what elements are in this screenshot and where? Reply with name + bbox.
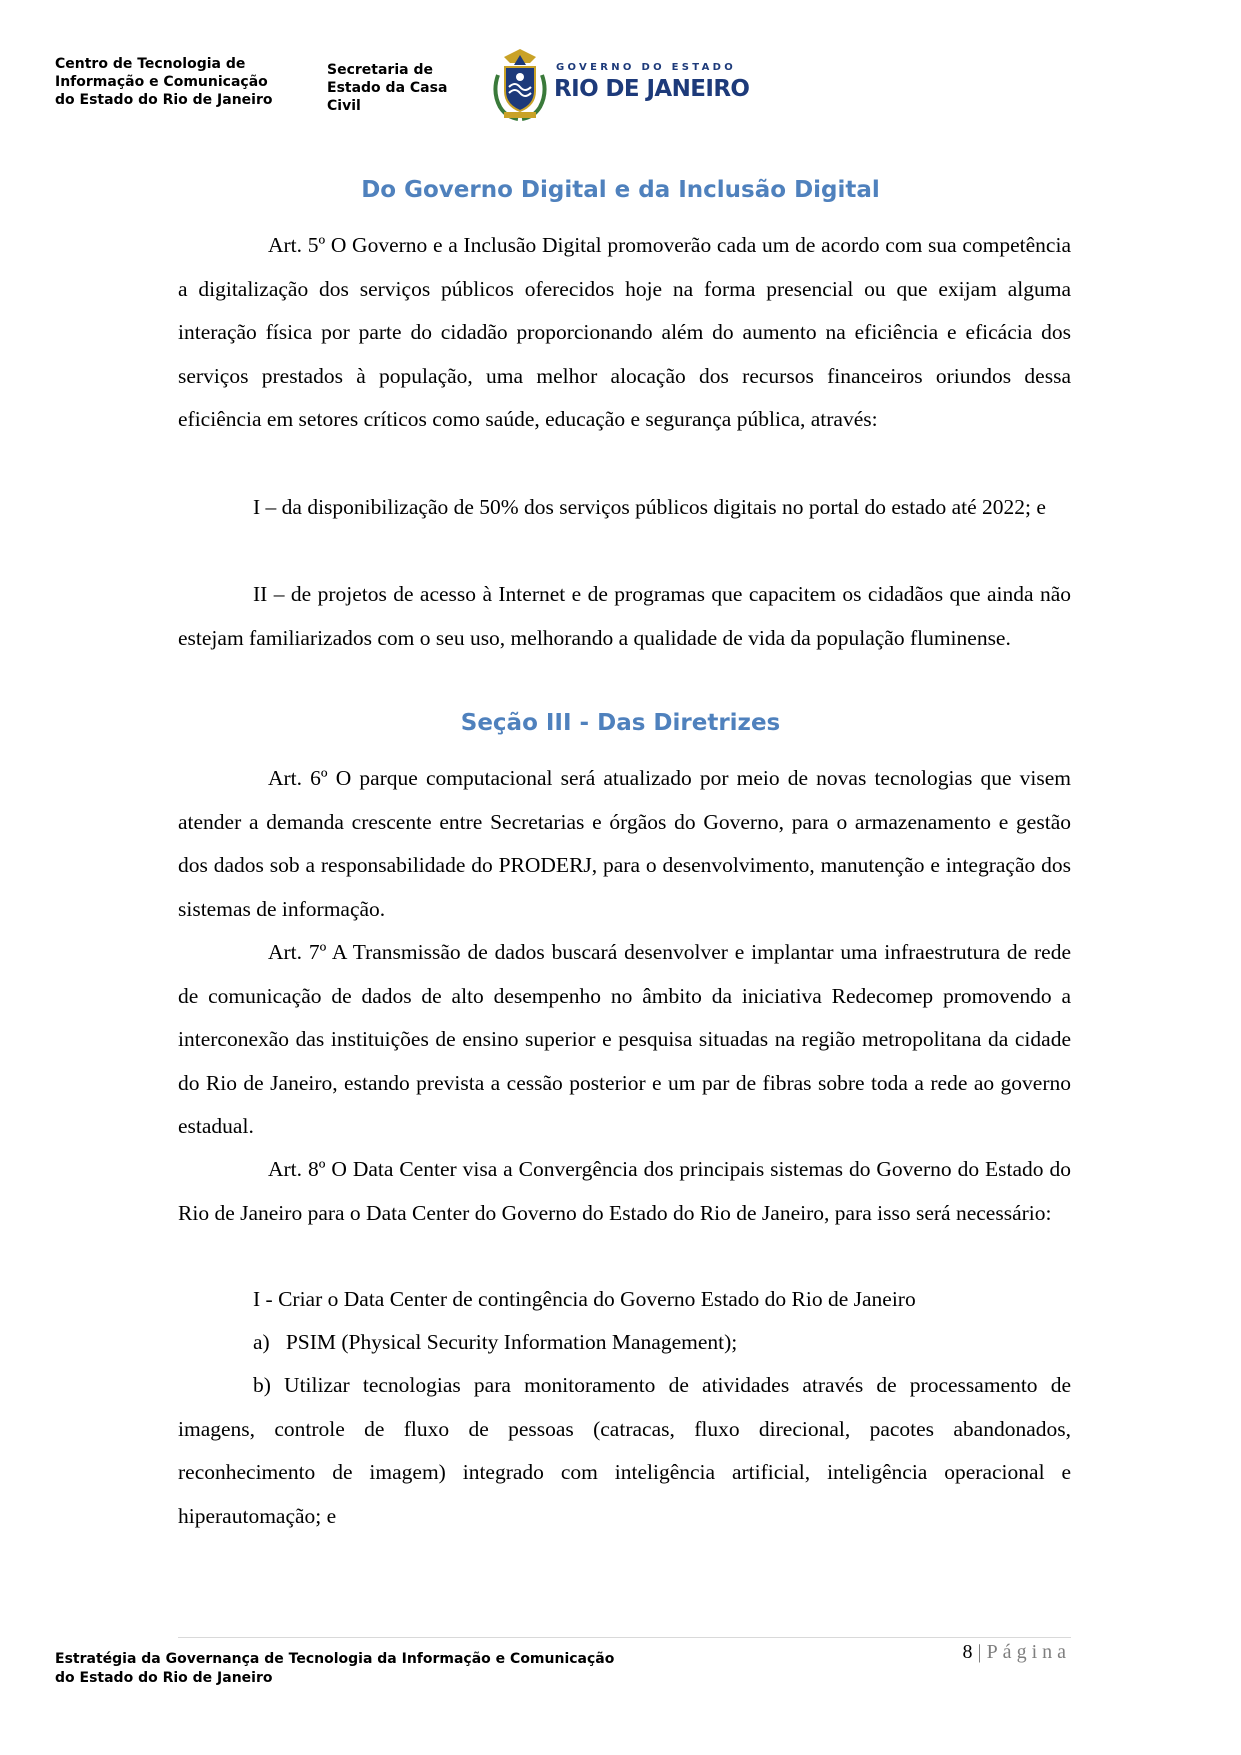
coat-of-arms-icon [490,47,550,122]
article-8-item-b: b) Utilizar tecnologias para monitoramento de atividades através de processamento de imagens, controle de fluxo de pessoas (catracas, fluxo direcional, pacotes abandonados, reconhecimento de imagem) integrado com inteligência artificial, inteligência operacional e hiperautomação; e [178,1373,1071,1528]
article-6: Art. 6º O parque computacional será atualizado por meio de novas tecnologias que visem atender a demanda crescente entre Secretarias e órgãos do Governo, para o armazenamento e gestão dos dados sob a responsabilidade do PRODERJ, para o desenvolvimento, manutenção e integração dos sistemas de informação. [178,766,1071,921]
page-separator: | [977,1641,982,1663]
section-title-diretrizes: Seção III - Das Diretrizes [460,710,781,736]
article-5-item-2: II – de projetos de acesso à Internet e de programas que capacitem os cidadãos que ainda não estejam familiarizados com o seu uso, melhorando a qualidade de vida da população fluminense. [178,582,1071,650]
logo-main-text: RIO DE JANEIRO [554,76,750,102]
org-line: do Estado do Rio de Janeiro [55,92,273,108]
page-label: Página [986,1641,1071,1663]
footer-title-line: do Estado do Rio de Janeiro [55,1670,273,1686]
header-organization [55,55,295,109]
page-number: 8 [962,1641,973,1663]
article-5-item-1: I – da disponibilização de 50% dos serviços públicos digitais no portal do estado até 2022; e [253,495,1046,519]
secretaria-line: Secretaria de [327,62,433,78]
org-line: Informação e Comunicação [55,74,268,90]
footer-document-title [55,1650,695,1688]
article-8-item-a: a) PSIM (Physical Security Information Management); [253,1330,738,1354]
article-8: Art. 8º O Data Center visa a Convergência dos principais sistemas do Governo do Estado do Rio de Janeiro para o Data Center do Governo do Estado do Rio de Janeiro, para isso será necessário: [178,1157,1071,1225]
logo-top-text: GOVERNO DO ESTADO [556,62,737,73]
footer-title-line: Estratégia da Governança de Tecnologia da Informação e Comunicação [55,1651,615,1667]
article-8-item-1: I - Criar o Data Center de contingência do Governo Estado do Rio de Janeiro [253,1287,916,1311]
government-logo [490,47,770,122]
article-5: Art. 5º O Governo e a Inclusão Digital promoverão cada um de acordo com sua competência a digitalização dos serviços públicos oferecidos hoje na forma presencial ou que exijam alguma interação física por parte do cidadão proporcionando além do aumento na eficiência e eficácia dos serviços prestados à população, uma melhor alocação dos recursos financeiros oriundos dessa eficiência em setores críticos como saúde, educação e segurança pública, através: [178,233,1071,432]
section-title-governo-digital: Do Governo Digital e da Inclusão Digital [361,177,880,203]
page-indicator [900,1639,1071,1665]
secretaria-line: Estado da Casa [327,80,448,96]
header-secretaria [327,61,467,115]
secretaria-line: Civil [327,98,361,114]
org-line: Centro de Tecnologia de [55,56,246,72]
article-7: Art. 7º A Transmissão de dados buscará desenvolver e implantar uma infraestrutura de rede de comunicação de dados de alto desempenho no âmbito da iniciativa Redecomep promovendo a interconexão das instituições de ensino superior e pesquisa situadas na região metropolitana da cidade do Rio de Janeiro, estando prevista a cessão posterior e um par de fibras sobre toda a rede ao governo estadual. [178,940,1071,1139]
footer-divider [178,1637,1071,1638]
